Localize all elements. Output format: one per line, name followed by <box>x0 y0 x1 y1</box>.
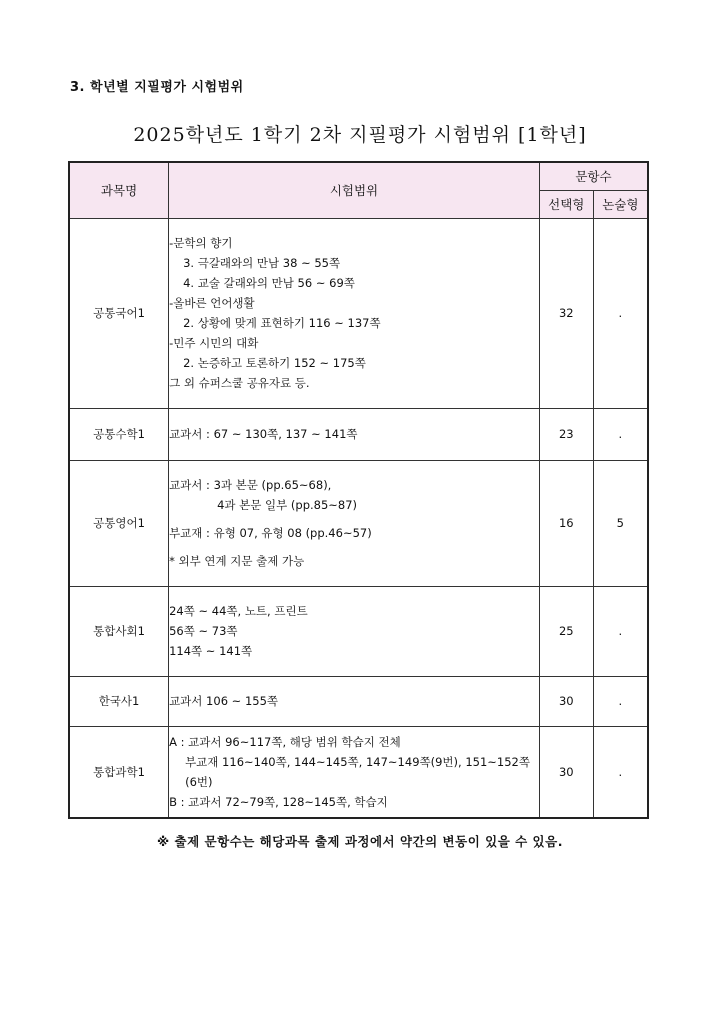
document-title: 2025학년도 1학기 2차 지필평가 시험범위 [1학년] <box>133 124 587 146</box>
range-cell <box>169 408 540 460</box>
range-cell <box>169 586 540 676</box>
range-line: A : 교과서 96~117쪽, 해당 범위 학습지 전체 <box>169 734 401 749</box>
range-line: 24쪽 ~ 44쪽, 노트, 프린트 <box>169 604 308 618</box>
choice-count: 23 <box>539 408 593 460</box>
range-line: 교과서 : 3과 본문 (pp.65~68), <box>169 478 332 492</box>
range-line: -문학의 향기 <box>169 236 233 250</box>
range-line: -민주 시민의 대화 <box>169 336 259 350</box>
header-subject: 과목명 <box>69 162 169 218</box>
essay-count: . <box>593 218 648 408</box>
choice-count: 32 <box>539 218 593 408</box>
range-line: 4과 본문 일부 (pp.85~87) <box>217 498 358 512</box>
range-line: 2. 논증하고 토론하기 152 ~ 175쪽 <box>183 356 366 370</box>
table-row <box>69 460 648 586</box>
header-question-count: 문항수 <box>539 162 648 190</box>
range-line: 그 외 슈퍼스쿨 공유자료 등. <box>169 376 310 390</box>
essay-count: . <box>593 586 648 676</box>
section-heading: 3. 학년별 지필평가 시험범위 <box>70 80 244 95</box>
range-line: 4. 교술 갈래와의 만남 56 ~ 69쪽 <box>183 276 355 290</box>
table-row <box>69 726 648 818</box>
range-line: 3. 극갈래와의 만남 38 ~ 55쪽 <box>183 256 341 270</box>
header-essay: 논술형 <box>593 190 648 218</box>
subject-cell: 공통수학1 <box>69 408 169 460</box>
table-row <box>69 586 648 676</box>
range-line: 교과서 106 ~ 155쪽 <box>169 694 279 708</box>
exam-range-table <box>68 161 649 819</box>
subject-cell: 통합사회1 <box>69 586 169 676</box>
range-line: B : 교과서 72~79쪽, 128~145쪽, 학습지 <box>169 794 388 809</box>
table-row <box>69 408 648 460</box>
choice-count: 30 <box>539 676 593 726</box>
table-row <box>69 218 648 408</box>
footnote: ※ 출제 문항수는 해당과목 출제 과정에서 약간의 변동이 있을 수 있음. <box>157 834 563 849</box>
range-line: -올바른 언어생활 <box>169 296 255 310</box>
range-cell <box>169 460 540 586</box>
range-line: 2. 상황에 맞게 표현하기 116 ~ 137쪽 <box>183 316 381 330</box>
range-cell <box>169 218 540 408</box>
table-row <box>69 676 648 726</box>
essay-count: . <box>593 408 648 460</box>
range-line: 56쪽 ~ 73쪽 <box>169 624 238 638</box>
essay-count: 5 <box>593 460 648 586</box>
range-line: 114쪽 ~ 141쪽 <box>169 644 253 658</box>
subject-cell: 통합과학1 <box>69 726 169 818</box>
range-line: 부교재 : 유형 07, 유형 08 (pp.46~57) <box>169 526 372 540</box>
essay-count: . <box>593 676 648 726</box>
range-line: 교과서 : 67 ~ 130쪽, 137 ~ 141쪽 <box>169 427 358 441</box>
choice-count: 25 <box>539 586 593 676</box>
range-cell <box>169 726 540 818</box>
header-choice: 선택형 <box>539 190 593 218</box>
range-line: 부교재 116~140쪽, 144~145쪽, 147~149쪽(9번), 151~152쪽(6번) <box>185 754 530 789</box>
range-cell <box>169 676 540 726</box>
header-range: 시험범위 <box>169 162 540 218</box>
choice-count: 30 <box>539 726 593 818</box>
range-line: * 외부 연계 지문 출제 가능 <box>169 554 305 568</box>
subject-cell: 공통영어1 <box>69 460 169 586</box>
essay-count: . <box>593 726 648 818</box>
choice-count: 16 <box>539 460 593 586</box>
subject-cell: 한국사1 <box>69 676 169 726</box>
subject-cell: 공통국어1 <box>69 218 169 408</box>
